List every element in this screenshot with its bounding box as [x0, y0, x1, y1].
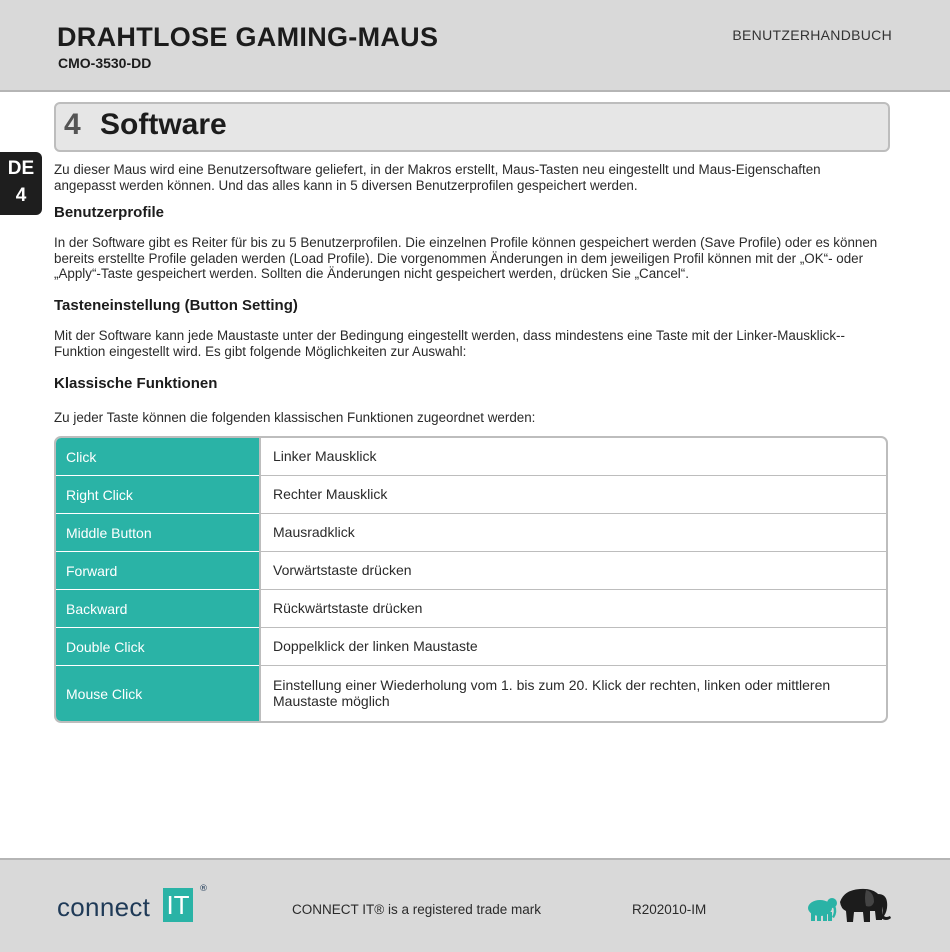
function-name: Right Click — [56, 476, 259, 514]
table-row — [56, 438, 886, 476]
profiles-paragraph: In der Software gibt es Reiter für bis zu 5 Benutzerprofilen. Die einzelnen Profile können gespeichert werden (Save Profile) oder es können bereits erstellte Profile geladen werden (Load Profile). Die vorgenommen Änderungen in dem jeweiligen Profil können mit der „OK“- oder „Apply“-Taste gespeichert werden. Sollten die Änderungen nicht gespeichert werden, drücken Sie „Cancel“. — [54, 235, 878, 281]
function-description: Einstellung einer Wiederholung vom 1. bis zum 20. Klick der rechten, linken oder mittleren Maustaste möglich — [259, 666, 886, 721]
functions-table — [54, 436, 888, 723]
product-title: DRAHTLOSE GAMING-MAUS — [57, 22, 439, 52]
function-name: Backward — [56, 590, 259, 628]
logo-it-box: IT — [163, 888, 193, 922]
function-name: Forward — [56, 552, 259, 590]
function-name: Mouse Click — [56, 666, 259, 722]
function-name: Click — [56, 438, 259, 476]
function-description: Doppelklick der linken Maustaste — [259, 628, 886, 665]
classic-functions-paragraph: Zu jeder Taste können die folgenden klassischen Funktionen zugeordnet werden: — [54, 410, 536, 425]
intro-paragraph: Zu dieser Maus wird eine Benutzersoftware geliefert, in der Makros erstellt, Maus-Tasten neu eingestellt und Maus-Eigenschaften angepasst werden können. Und das alles kann in 5 diversen Benutzerprofilen gespeichert werden. — [54, 162, 821, 193]
section-number: 4 — [64, 108, 81, 141]
classic-functions-heading: Klassische Funktionen — [54, 375, 218, 392]
language-page-tab — [0, 152, 42, 215]
table-row — [56, 628, 886, 666]
model-code: CMO-3530-DD — [58, 55, 152, 71]
page-footer — [0, 858, 950, 952]
button-setting-heading: Tasteneinstellung (Button Setting) — [54, 297, 298, 314]
revision-code: R202010-IM — [632, 902, 707, 917]
function-description: Rechter Mausklick — [259, 476, 886, 513]
profiles-heading: Benutzerprofile — [54, 204, 165, 221]
language-code: DE — [7, 158, 35, 179]
button-setting-paragraph: Mit der Software kann jede Maustaste unter der Bedingung eingestellt werden, dass mindestens eine Taste mit der Linker-Mausklick--Funktion eingestellt wird. Es gibt folgende Möglichkeiten zur Auswahl: — [54, 328, 845, 359]
function-description: Linker Mausklick — [259, 438, 886, 475]
section-heading-box — [54, 102, 890, 152]
function-description: Mausradklick — [259, 514, 886, 551]
table-row — [56, 552, 886, 590]
function-description: Vorwärtstaste drücken — [259, 552, 886, 589]
document-type: BENUTZERHANDBUCH — [732, 27, 892, 43]
page-header — [0, 0, 950, 92]
logo-registered-mark: ® — [199, 884, 208, 894]
page-number: 4 — [15, 185, 27, 206]
function-name: Double Click — [56, 628, 259, 666]
table-row — [56, 590, 886, 628]
table-row — [56, 666, 886, 721]
elephant-icon — [804, 884, 894, 928]
function-description: Rückwärtstaste drücken — [259, 590, 886, 627]
function-name: Middle Button — [56, 514, 259, 552]
logo-wordmark: connect — [57, 892, 151, 922]
table-row — [56, 476, 886, 514]
table-row — [56, 514, 886, 552]
trademark-notice: CONNECT IT® is a registered trade mark — [292, 902, 542, 917]
section-title: Software — [100, 108, 227, 141]
